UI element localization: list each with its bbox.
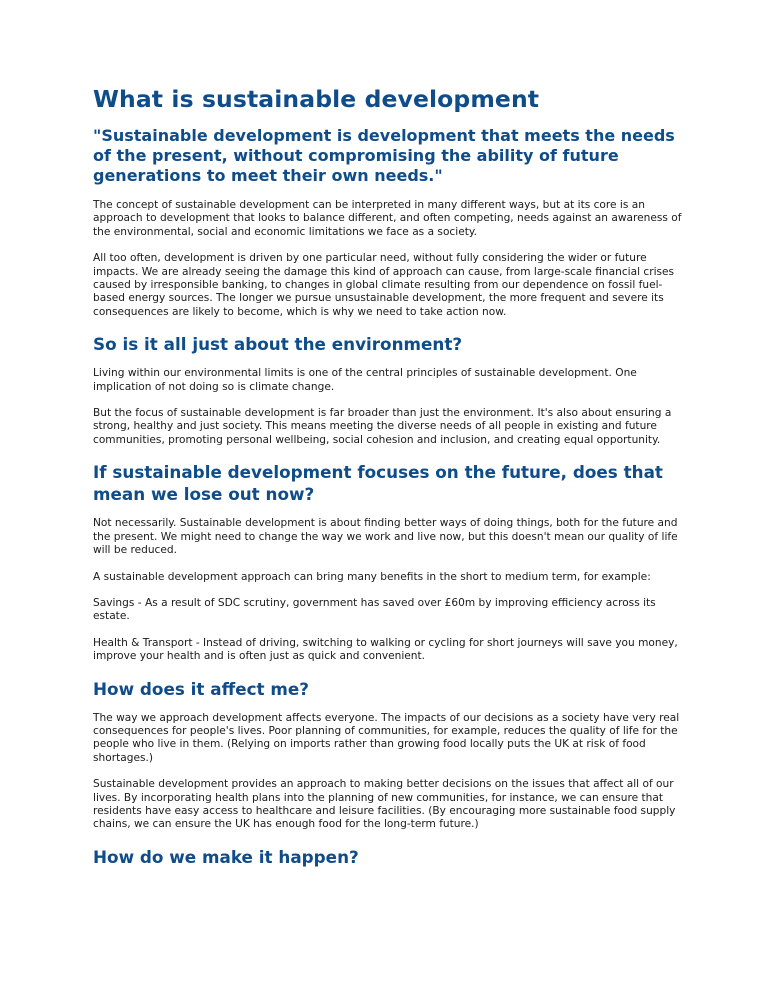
body-paragraph: Health & Transport - Instead of driving, switching to walking or cycling for short journeys will save you money, improve your health and is often just as quick and convenient. bbox=[93, 636, 678, 663]
intro-paragraph: The concept of sustainable development can be interpreted in many different ways, but at its core is an approach to development that looks to balance different, and often competing, needs against an awareness of the environmental, social and economic limitations we face as a society. bbox=[93, 199, 682, 238]
definition-quote: "Sustainable development is development that meets the needs of the present, without compromising the ability of future generations to meet their own needs." bbox=[93, 126, 675, 185]
intro-paragraph: All too often, development is driven by one particular need, without fully considering the wider or future impacts. We are already seeing the damage this kind of approach can cause, from large-scale financial crises caused by irresponsible banking, to changes in global climate resulting from our dependence on fossil fuel-based energy sources. The longer we pursue unsustainable development, the more frequent and severe its consequences are likely to become, which is why we need to take action now. bbox=[93, 252, 675, 318]
body-paragraph: The way we approach development affects everyone. The impacts of our decisions as a society have very real consequences for people's lives. Poor planning of communities, for example, reduces the quality of life for the people who live in them. (Relying on imports rather than growing food locally puts the UK at risk of food shortages.) bbox=[93, 711, 680, 764]
page-title: What is sustainable development bbox=[93, 85, 540, 113]
document-page bbox=[93, 84, 683, 868]
body-paragraph: Sustainable development provides an approach to making better decisions on the issues that affect all of our lives. By incorporating health plans into the planning of new communities, for instance, we can ensure that residents have easy access to healthcare and leisure facilities. (By encouraging more sustainable food supply chains, we can ensure the UK has enough food for the long-term future.) bbox=[93, 778, 676, 831]
section-heading-future: If sustainable development focuses on the future, does that mean we lose out now? bbox=[93, 462, 663, 505]
body-paragraph: Living within our environmental limits is one of the central principles of sustainable development. One implication of not doing so is climate change. bbox=[93, 367, 637, 393]
section-heading-environment: So is it all just about the environment? bbox=[93, 334, 463, 355]
section-heading-make-it-happen: How do we make it happen? bbox=[93, 846, 359, 867]
body-paragraph: Not necessarily. Sustainable development is about finding better ways of doing things, both for the future and the present. We might need to change the way we work and live now, but this doesn't mean our quality of life will be reduced. bbox=[93, 517, 678, 557]
body-paragraph: Savings - As a result of SDC scrutiny, government has saved over £60m by improving efficiency across its estate. bbox=[93, 596, 656, 623]
body-paragraph: But the focus of sustainable development is far broader than just the environment. It's also about ensuring a strong, healthy and just society. This means meeting the diverse needs of all people in existing and future communities, promoting personal wellbeing, social cohesion and inclusion, and creating equal opportunity. bbox=[93, 407, 672, 446]
body-paragraph: A sustainable development approach can bring many benefits in the short to medium term, for example: bbox=[93, 570, 651, 583]
section-heading-affect-me: How does it affect me? bbox=[93, 678, 310, 699]
